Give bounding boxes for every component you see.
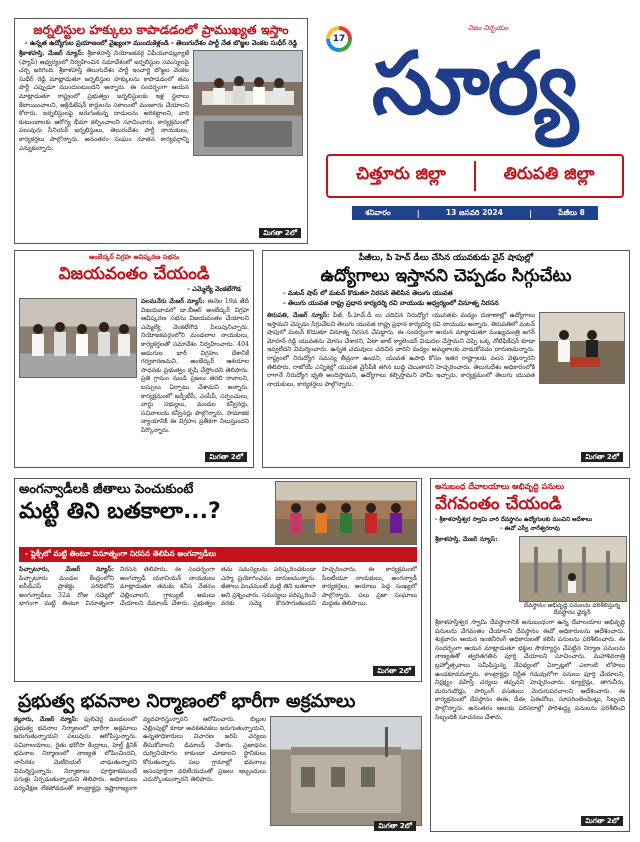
photo-crowd-illustration — [20, 299, 136, 377]
story-kicker: అనుబంధ దేవాలయాలు అభివృద్ధి పనులు — [435, 482, 565, 491]
story-photo — [193, 50, 303, 156]
continued-tag[interactable]: మిగతా 2లో — [259, 228, 301, 238]
anniversary-badge: 17 — [326, 26, 352, 52]
story-body: శ్రీకాళహస్తి నియోజకవర్గ ఏపీయూడబ్ల్యూజే (ఫ్యాప్) ఆధ్వర్యంలో నిర్వహించిన సమావేశంలో జర్నలిస్టుల సమస్యలపై చర్చ జరిగింది. శ్రీకాళహస్తి తెలుగుదేశం పార్టీ ఇంచార్జి బొజ్జల వెంకట సుధీర్ రెడ్డి మాట్లాడుతూ జర్నలిస్టుల హక్కులను కాపాడడంలో తమ పార్టీ ఎప్పుడూ ముందుంటుందని అన్నారు. ఈ సందర్భంగా ఆయన మాట్లాడుతూ రాష్ట్రంలో ప్రభుత్వం జర్నలిస్టులకు ఇళ్ల స్థలాలు కేటాయించాలని, అక్రిడిటేషన్ కార్డులను సకాలంలో మంజూరు చేయాలని కోరారు. జర్నలిస్టులపై జరుగుతున్న దాడులను అరికట్టాలని, వారి కుటుంబాలకు ఆరోగ్య భీమా కల్పించాలని సూచించారు. కార్యక్రమంలో పలువురు సీనియర్ జర్నలిస్టులు, తెలుగుదేశం పార్టీ నాయకులు, కార్యకర్తలు పాల్గొన్నారు. అనంతరం సంఘం నూతన కార్యవర్గాన్ని ఎన్నుకున్నారు. — [19, 50, 190, 152]
issue-date: 13 జనవరి 2024 — [445, 207, 503, 217]
story-headline: వేగవంతం చేయండి — [435, 494, 562, 514]
story-anganwadi — [14, 478, 422, 682]
masthead-tagline: నిజం నిర్భయం — [468, 24, 509, 32]
district-right: తిరుపతి జిల్లా — [503, 164, 595, 184]
continued-tag[interactable]: మిగతా 2లో — [581, 452, 623, 462]
story-kicker: అంగన్వాడీలకి జీతాలు పెంచుకుంటే — [19, 482, 194, 497]
continued-tag[interactable]: మిగతా 2లో — [205, 452, 247, 462]
story-journalists — [14, 18, 308, 244]
story-subhead-2: - తెలుగు యువత రాష్ట్ర ప్రధాన కార్యదర్శి రవి నాయుడు ఆధ్వర్యంలో వినూత్న నిరసన — [283, 299, 499, 307]
district-bar — [326, 154, 624, 198]
story-govt-buildings — [14, 690, 422, 832]
story-banner: - ఫ్లెక్సీలో మట్టి తింటూ వినూత్నంగా నిరసన తెలిపిన అంగన్వాడీలు — [19, 547, 417, 562]
photo-building-illustration — [271, 717, 421, 825]
story-headline: జర్నలిస్టుల హక్కులు కాపాడడంలో ప్రాముఖ్యత ఇస్తాం — [33, 22, 289, 37]
story-subhead-1: - శ్రీకాళహస్తీశ్వర స్వామి వారి దేవస్థానం ఉద్యోగులకు మంచిని ఆదేశాలు — [435, 517, 592, 523]
story-kicker: అంబేద్కర్ విగ్రహ ఆవిష్కరణ సభను — [88, 253, 180, 261]
issue-day: శనివారం — [365, 207, 391, 217]
district-left: చిత్తూరు జిల్లా — [356, 164, 446, 184]
story-body: శ్రీకాళహస్తీశ్వర స్వామి దేవస్థానానికి అనుబంధంగా ఉన్న దేవాలయాల అభివృద్ధి పనులను వేగవంతం చేయాలని దేవస్థానం ఈవో అధికారులను ఆదేశించారు. శుక్రవారం ఆయన ఇంజినీరింగ్ అధికారులతో కలిసి పనులను పరిశీలించారు. ఈ సందర్భంగా ఆయన మాట్లాడుతూ భక్తుల సౌకర్యార్థం చేపట్టిన నిర్మాణ పనులను నాణ్యతతో త్వరితగతిన పూర్తి చేయాలని సూచించారు. మహాశివరాత్రి బ్రహ్మోత్సవాలు సమీపిస్తున్న నేపథ్యంలో ఏర్పాట్లలో ఎలాంటి లోపాలు ఉండకూడదన్నారు. కాంట్రాక్టర్లు నిర్ణీత గడువులోగా పనులు పూర్తి చేయాలని, నిర్లక్ష్యం వహిస్తే చర్యలు తప్పవని హెచ్చరించారు. క్యూలైన్లు, తాగునీరు, మరుగుదొడ్లు, పార్కింగ్ వసతులు మెరుగుపరచాలని ఆదేశించారు. ఈ కార్యక్రమంలో దేవస్థానం ఈఈ, డీఈ, ఏఈవోలు, సూపరింటెండెంట్లు, సిబ్బంది పాల్గొన్నారు. అనంతరం ఆలయ పరిసరాల్లో పారిశుద్ధ్య పనులను పరిశీలించి సిబ్బందికి సూచనలు చేశారు. — [435, 619, 625, 721]
story-dateline: శ్రీకాళహస్తి, మేజర్ న్యూస్: — [19, 50, 85, 57]
story-subhead-1: - మటన్ షాప్ లో మటన్ కొడుతూ నిరసన తెలిపిన తెలుగు యువత — [283, 289, 453, 297]
story-headline: ఉద్యోగాలు ఇస్తానని చెప్పడం సిగ్గుచేటు — [320, 266, 572, 286]
story-body: పులిచెర్ల మండలంలో ప్రభుత్వ భవనాల నిర్మాణంలో భారీగా అక్రమాలు జరుగుతున్నాయని పలువురు ఆరోపిస్తున్నారు. సచివాలయాలు, రైతు భరోసా కేంద్రాలు, హెల్త్ క్లినిక్ భవనాల నిర్మాణంలో నాణ్యత లోపించిందని, నాసిరకం మెటీరియల్ వాడుతున్నారని విమర్శిస్తున్నారు. నిర్మాణాలు పూర్తికాకముందే పగుళ్లు ఏర్పడుతున్నాయని తెలిపారు. అధికారులు పర్యవేక్షణ లేకపోవడంతో కాంట్రాక్టర్లు ఇష్టారాజ్యంగా వ్యవహరిస్తున్నారని ఆరోపించారు. బిల్లుల చెల్లింపుల్లో కూడా అవకతవకలు జరుగుతున్నాయని, ఉన్నతాధికారులు విచారణ జరిపి చర్యలు తీసుకోవాలని డిమాండ్ చేశారు. ప్రజాధనం దుర్వినియోగం కాకుండా చూడాలని స్థానికులు కోరుతున్నారు. పలు గ్రామాల్లో భవనాలు అసంపూర్తిగా వదిలేయడంతో ప్రజలు ఇబ్బందులు ఎదుర్కొంటున్నారని తెలిపారు. — [14, 716, 266, 792]
story-dateline: తిరుపతి, మేజర్ న్యూస్: — [267, 312, 330, 319]
masthead-title: సూర్య — [371, 34, 577, 134]
continued-tag[interactable]: మిగతా 2లో — [374, 821, 416, 831]
issue-pages: పేజీలు 8 — [558, 207, 585, 217]
dateline-bar: శనివారం | 13 జనవరి 2024 | పేజీలు 8 — [352, 206, 598, 220]
story-temples — [430, 478, 630, 832]
photo-anganwadi-illustration — [276, 482, 416, 544]
story-dateline: శ్రీకాళహస్తి, మేజర్ న్యూస్: — [435, 536, 498, 543]
story-telugu-yuvatha — [262, 250, 630, 468]
continued-tag[interactable]: మిగతా 2లో — [373, 666, 415, 676]
story-headline: ప్రభుత్వ భవనాల నిర్మాణంలో భారీగా అక్రమాలు — [18, 691, 356, 712]
story-subhead-2: - ఈవో ఎస్వీ నాగేశ్వరరావు — [500, 526, 560, 532]
story-kicker: పీజీలు, పి హెచ్ డీలు చేసిన యువకుడు వైన్ షాపుల్లో — [358, 253, 534, 263]
story-body: ఈనెల 19వ తేదీ విజయవాడలో డా.బీఆర్ అంబేద్కర్ విగ్రహ ఆవిష్కరణ సభను విజయవంతం చేయాలని ఎమ్మెల్యే వెంకటేగౌడ పిలుపునిచ్చారు. నియోజకవర్గంలోని మండలాల నాయకులు, కార్యకర్తలతో సమావేశం నిర్వహించారు. 404 అడుగుల భారీ విగ్రహం దేశానికే గర్వకారణమని, అంబేద్కర్ ఆశయాల సాధనకు ప్రభుత్వం కృషి చేస్తోందని తెలిపారు. ప్రతి గ్రామం నుండి ప్రజలు తరలి రావాలని, బస్సులు ఏర్పాటు చేశామని అన్నారు. కార్యక్రమంలో జడ్పీటీసీ, ఎంపీపీ, సర్పంచులు, వార్డు సభ్యులు, మండల కన్వీనర్లు, సచివాలయ కన్వీనర్లు పాల్గొన్నారు. సామాజిక న్యాయానికి ఈ విగ్రహం ప్రతీకగా నిలుస్తుందని పేర్కొన్నారు. — [141, 298, 249, 434]
story-photo — [19, 298, 137, 378]
continued-tag[interactable]: మిగతా 2లో — [581, 816, 623, 826]
photo-meeting-illustration — [194, 51, 302, 155]
story-photo — [270, 716, 422, 826]
masthead — [318, 16, 630, 244]
photo-construction-illustration — [520, 537, 626, 601]
story-headline: విజయవంతం చేయండి — [58, 264, 210, 284]
story-dateline: పలమనేరు మేజర్ న్యూస్: — [141, 298, 205, 305]
story-body: పిచ్చాటూరు మండల కేంద్రంలోని ఐసీడీఎస్ ప్రాజెక్టు పరిధిలోని అంగన్వాడీలు 32వ రోజు సమ్మెలో భాగంగా మట్టి తింటూ వినూత్నంగా నిరసన తెలిపారు. ఈ సందర్భంగా అంగన్వాడీ యూనియన్ నాయకులు మాట్లాడుతూ తమకు కనీస వేతనం చెల్లించాలని, గ్రాట్యుటీ అమలు చేయాలని డిమాండ్ చేశారు. ప్రభుత్వం తమ సమస్యలను పరిష్కరించకుండా ఎస్మా ప్రయోగించడం దారుణమన్నారు. జీతాలు పెంచమంటే మట్టి తిని బతకాలా అని ప్రశ్నించారు. సమస్యలు పరిష్కరించే వరకు సమ్మె కొనసాగుతుందని హెచ్చరించారు. ఈ కార్యక్రమంలో సీఐటీయూ నాయకులు, అంగన్వాడీ కార్యకర్తలు, ఆయాలు పెద్ద సంఖ్యలో పాల్గొన్నారు. పలు ప్రజా సంఘాలు మద్దతు తెలిపాయి. — [19, 566, 417, 608]
story-headline: మట్టి తిని బతకాలా...? — [19, 499, 221, 524]
story-photo — [519, 536, 627, 602]
story-subhead: - ఎమ్మెల్యే వెంకటేగౌడ — [187, 285, 241, 293]
story-body: పీజీ, పీ.హెచ్.డీ లు చదివిన నిరుద్యోగ యువతకు మద్యం దుకాణాల్లో ఉద్యోగాలు ఇస్తామని చెప్పడం సిగ్గుచేటని తెలుగు యువత రాష్ట్ర ప్రధాన కార్యదర్శి రవి నాయుడు అన్నారు. తిరుపతిలో మటన్ షాపులో మటన్ కొడుతూ వినూత్న నిరసన చేపట్టారు. ఈ సందర్భంగా ఆయన మాట్లాడుతూ ముఖ్యమంత్రి జగన్ మోహన్ రెడ్డి యువతను మోసం చేశారని, ఏటా జాబ్ క్యాలెండర్ విడుదల చేస్తామని చెప్పి ఒక్క నోటిఫికేషన్ కూడా ఇవ్వలేదని విమర్శించారు. ఉన్నత చదువులు చదివిన వారిని మద్యం అమ్మకాలకు వాడుకోవడం దారుణమన్నారు. రాష్ట్రంలో నిరుద్యోగ సమస్య తీవ్రంగా ఉందని, యువత ఉపాధి కోసం ఇతర రాష్ట్రాలకు వలస వెళ్తున్నారని తెలిపారు. రాబోయే ఎన్నికల్లో యువత వైసీపీకి తగిన బుద్ధి చెబుతారని హెచ్చరించారు. తెలుగుదేశం అధికారంలోకి రాగానే నిరుద్యోగ భృతి అందిస్తామని, ఉద్యోగాలు కల్పిస్తామని హామీ ఇచ్చారు. కార్యక్రమంలో తెలుగు యువత నాయకులు, కార్యకర్తలు పాల్గొన్నారు. — [267, 312, 536, 388]
story-photo — [539, 312, 625, 384]
story-dateline: కల్లూరు, మేజర్ న్యూస్: — [14, 716, 79, 723]
story-photo — [275, 481, 417, 545]
story-ambedkar — [14, 250, 254, 468]
story-subhead: - ఉన్నత ఉద్యోగుల ప్రయాణంలో వైఖ్యంగా ముందుకెళ్లండి - తెలుగుదేశం పార్టీ నేత బొజ్జల వెంకట సుధీర్ రెడ్డి — [24, 39, 298, 47]
photo-protest-illustration — [540, 313, 624, 383]
story-dateline: పిచ్చాటూరు, మేజర్ న్యూస్: — [19, 566, 114, 573]
photo-caption: దేవస్థానం అభివృద్ధి పనులను పరిశీలిస్తున్న దేవస్థానం ఛైర్మన్ — [523, 602, 621, 616]
